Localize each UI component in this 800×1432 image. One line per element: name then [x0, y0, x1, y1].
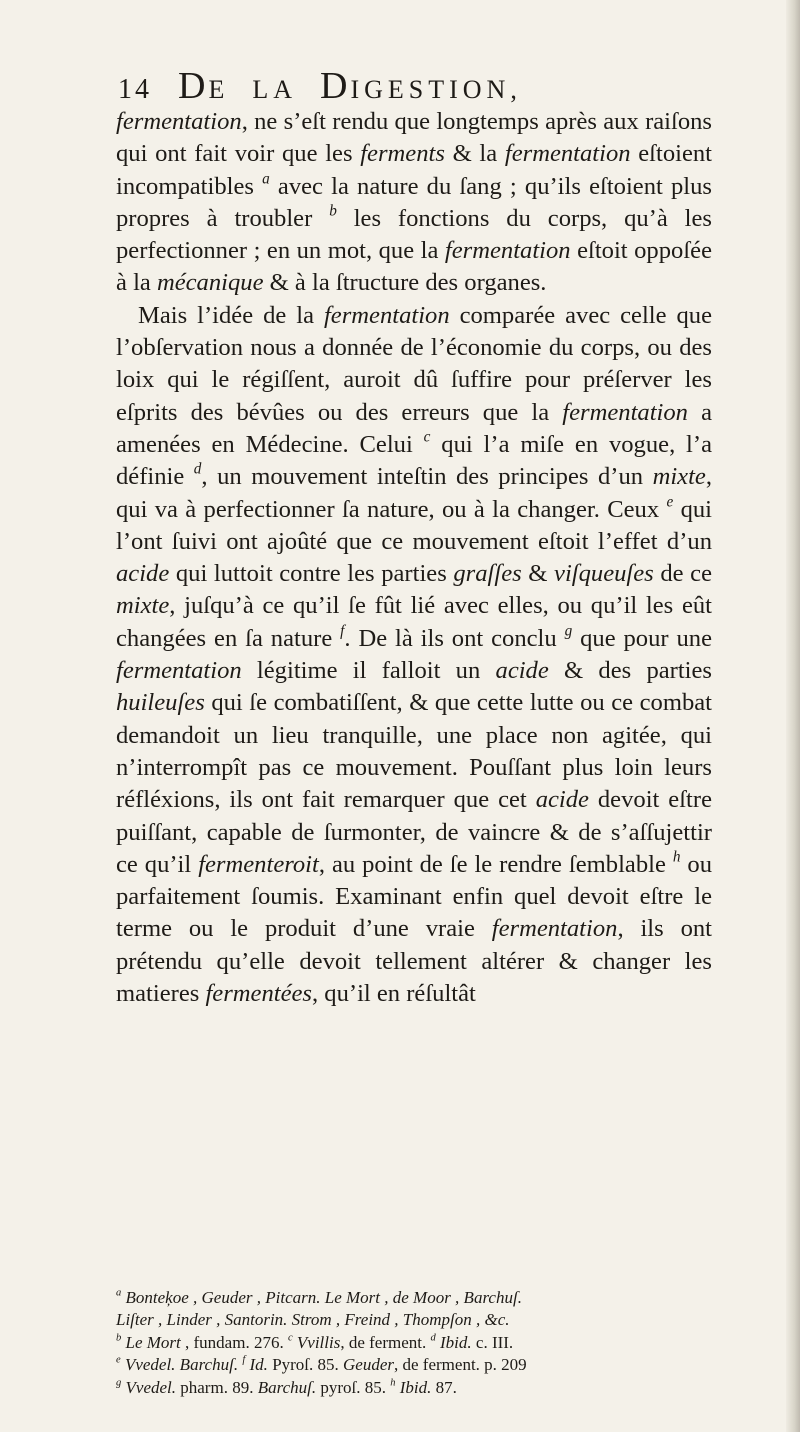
italic-run: Barchuſ.	[257, 1377, 317, 1397]
text-run: eſtoit oppoſée à la	[116, 237, 712, 297]
italic-run: Le Mort	[125, 1332, 181, 1352]
text-run: les fonctions du corps, qu’à les perfectionner ; en un mot, que la	[116, 204, 712, 265]
italic-run: Vvedel.	[125, 1377, 177, 1397]
footnote-ref: b	[116, 1332, 122, 1344]
text-run: pyroſ. 85.	[316, 1377, 391, 1397]
italic-run: fermentées	[205, 980, 312, 1008]
text-run: , un mouvement inteſtin des principes d’un	[201, 463, 653, 491]
text-run: , de ferment.	[340, 1332, 431, 1352]
italic-run: fermentation	[323, 301, 450, 329]
text-run: qui ſe combatiſſent, & que cette lutte ou ce combat demandoit un lieu tranquille, une place non agitée, qui n’interrompît pas ce mouvement. Pouſſant plus loin leurs réfléxions, ils ont fait remarquer que cet	[116, 689, 712, 814]
footnote-line-1	[116, 1287, 716, 1309]
text-run: , qui va à perfectionner ſa nature, ou à la changer. Ceux	[116, 463, 712, 523]
footnote-line-3	[116, 1332, 716, 1354]
text-run: & la	[444, 140, 505, 168]
italic-run: acide	[116, 560, 170, 588]
footnote-ref: f	[340, 622, 345, 640]
text-run: qui luttoit contre les parties	[169, 560, 454, 588]
italic-run: huileuſes	[116, 689, 205, 717]
footnote-ref: h	[390, 1377, 396, 1389]
italic-run: fermentation	[491, 915, 618, 943]
italic-run: fermentation	[504, 140, 631, 168]
italic-run: Geuder	[343, 1355, 395, 1375]
italic-run: viſqueuſes	[554, 560, 654, 588]
text-run: , ils ont prétendu qu’elle devoit tellement altérer & changer les matieres	[116, 915, 712, 1008]
paragraph-1	[116, 106, 712, 300]
text-run: &	[521, 560, 555, 588]
paragraph-2	[116, 300, 712, 1011]
footnote-ref: b	[329, 202, 337, 220]
italic-run: Id.	[249, 1355, 268, 1375]
header-title-igestion: IGESTION	[350, 75, 511, 104]
italic-run: graſſes	[453, 560, 522, 588]
italic-run: Liſter , Linder , Santorin. Strom , Freind , Thompſon , &c.	[116, 1310, 510, 1330]
text-run: . De là ils ont conclu	[344, 624, 565, 652]
italic-run: fermentation	[444, 237, 571, 265]
text-run: que pour une	[572, 624, 712, 652]
italic-run: mécanique	[156, 269, 264, 297]
footnote-ref: h	[672, 848, 681, 866]
text-run: devoit eſtre puiſſant, capable de ſurmonter, de vaincre & de s’aſſujettir ce qu’il	[116, 786, 712, 878]
text-run: & des parties	[548, 657, 712, 685]
page-edge-shadow	[786, 0, 800, 1432]
footnote-ref: e	[116, 1354, 121, 1366]
italic-run: Vvillis	[296, 1332, 341, 1352]
footnote-ref: g	[116, 1377, 122, 1389]
text-run: 87.	[431, 1377, 457, 1397]
footnotes	[116, 1287, 716, 1399]
footnote-line-4	[116, 1354, 716, 1376]
header-title-a: A	[273, 75, 298, 104]
text-run: de ce	[653, 560, 712, 588]
italic-run: ferments	[360, 140, 445, 168]
text-run: a amenées en Médecine. Celui	[116, 398, 712, 458]
header-title-initial-d2: D	[320, 65, 351, 107]
italic-run: acide	[535, 786, 589, 814]
text-run: , juſqu’à ce qu’il ſe fût lié avec elles, ou qu’il les eût changées en ſa nature	[116, 592, 712, 652]
text-run: , qu’il en réſultât	[311, 980, 476, 1008]
text-run: c. III.	[471, 1332, 514, 1352]
text-run: , au point de ſe le rendre ſemblable	[318, 850, 673, 878]
italic-run: fermentation	[116, 108, 242, 135]
body-text	[116, 106, 712, 1010]
italic-run: fermentation	[562, 398, 688, 426]
text-run: Pyroſ. 85.	[267, 1355, 344, 1375]
footnote-ref: f	[242, 1354, 246, 1366]
italic-run: Vvedel. Barchuſ.	[124, 1355, 239, 1375]
footnote-ref: g	[564, 622, 573, 640]
footnote-ref: a	[116, 1287, 122, 1299]
italic-run: acide	[495, 657, 549, 685]
footnote-ref: d	[193, 460, 202, 478]
italic-run: mixte	[116, 592, 170, 620]
text-run: & à la ſtructure des organes.	[263, 269, 547, 297]
header-title-comma: ,	[510, 75, 522, 104]
footnote-ref: c	[423, 428, 431, 446]
footnote-line-2	[116, 1309, 716, 1331]
text-run: , de ferment. p. 209	[394, 1355, 527, 1375]
text-run: ou parfaitement ſoumis. Examinant enfin quel devoit eſtre le terme ou le produit d’une vraie	[116, 850, 712, 943]
italic-run: fermenteroit	[198, 850, 319, 878]
italic-run: fermentation	[116, 657, 242, 685]
text-run: avec la nature du ſang ; qu’ils eſtoient plus propres à troubler	[116, 172, 713, 232]
footnote-ref: e	[666, 492, 674, 510]
text-run: qui l’a miſe en vogue, l’a définie	[116, 430, 712, 491]
italic-run: Ibid.	[440, 1332, 472, 1352]
footnote-ref: c	[287, 1332, 293, 1344]
header-title-l: L	[252, 75, 274, 104]
text-run: comparée avec celle que l’obſervation nous a donnée de l’économie du corps, ou des loix qui le régiſſent, auroit dû ſuffire pour préſerver les eſprits des bévûes ou des erreurs que la	[116, 301, 712, 426]
text-run: Mais l’idée de la	[138, 301, 324, 329]
italic-run: Ibid.	[399, 1377, 432, 1397]
footnote-line-5	[116, 1377, 716, 1399]
footnote-ref: a	[262, 169, 270, 187]
header-title-e: E	[208, 75, 230, 104]
header-title-initial-d: D	[178, 65, 209, 107]
text-run: qui l’ont ſuivi ont ajoûté que ce mouvement eſtoit l’effet d’un	[116, 495, 712, 555]
text-run: pharm. 89.	[176, 1377, 258, 1397]
text-run: , ne s’eſt rendu que longtemps après aux raiſons qui ont fait voir que les	[116, 108, 712, 168]
italic-run: mixte	[652, 463, 706, 491]
page-number: 14	[118, 74, 152, 105]
italic-run: Bonteķoe , Geuder , Pitcarn. Le Mort , de Moor , Barchuſ.	[125, 1288, 522, 1307]
text-run: eſtoient incompatibles	[116, 140, 713, 200]
text-run: , fundam. 276.	[180, 1332, 288, 1352]
running-header	[118, 64, 698, 108]
text-run: légitime il falloit un	[241, 657, 496, 685]
footnote-ref: d	[430, 1332, 436, 1344]
